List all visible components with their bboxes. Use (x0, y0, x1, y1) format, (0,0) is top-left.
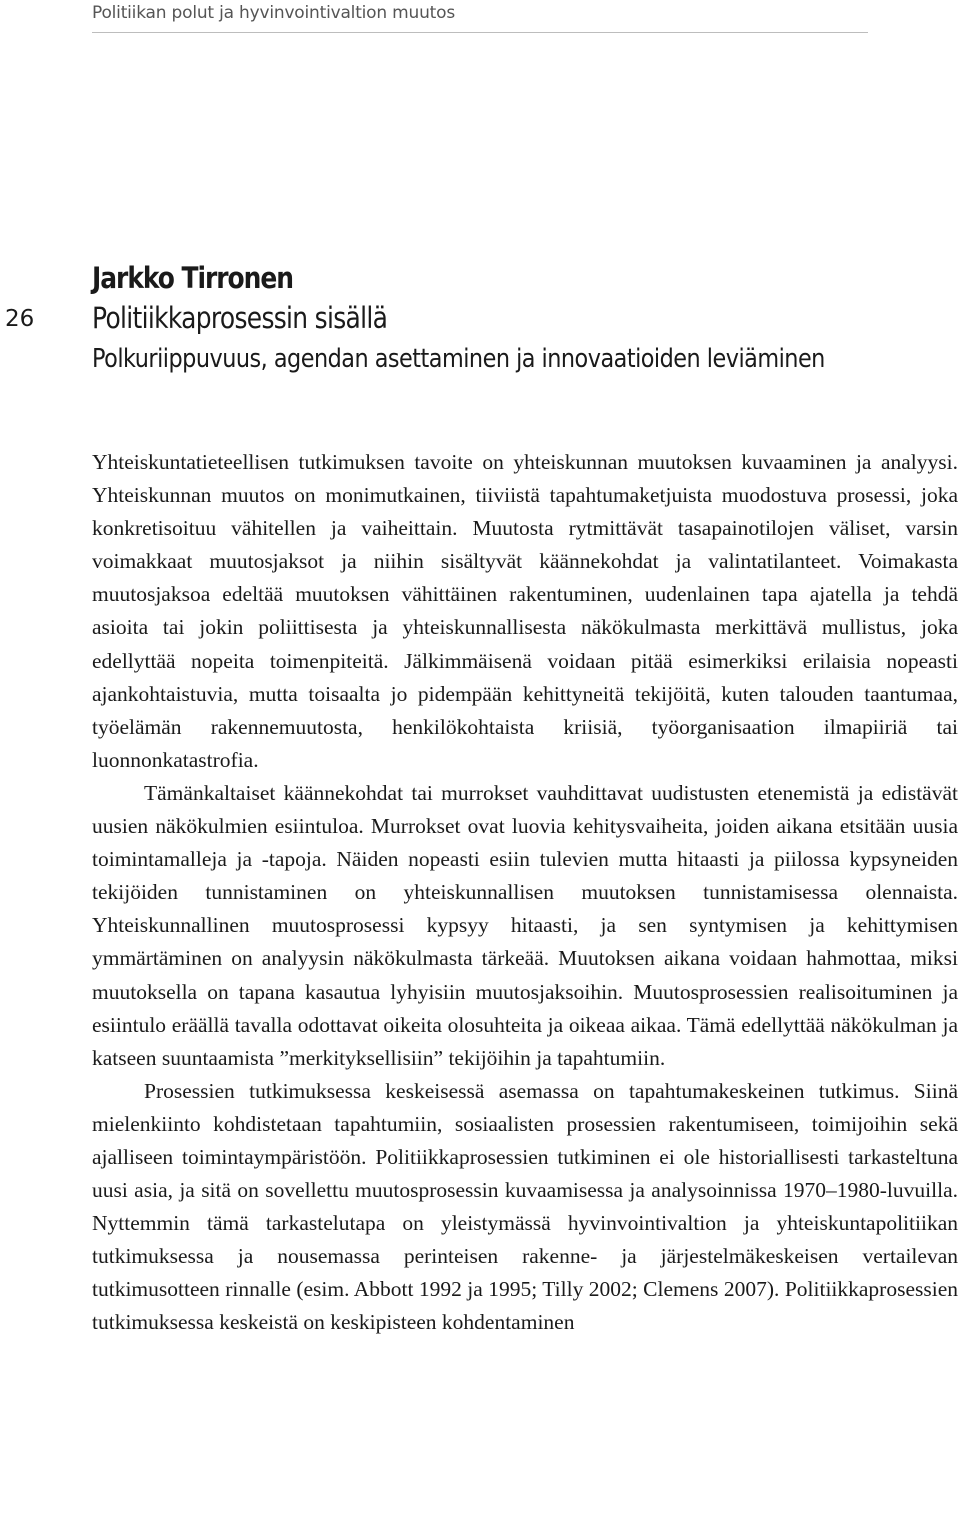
paragraph: Tämänkaltaiset käännekohdat tai murrokset vauhdittavat uudistusten etenemistä ja edistävät uusien näkökulmien esiintuloa. Murrokset ovat luovia kehitysvaiheita, joiden aikana etsitään uusia toimintamalleja ja -tapoja. Näiden nopeasti esiin tulevien mutta hitaasti ja piilossa kypsyneiden tekijöiden tunnistaminen on yhteiskunnallisen muutoksen tunnistamisessa olennaista. Yhteiskunnallinen muutosprosessi kypsyy hitaasti, ja sen syntymisen ja kehittymisen ymmärtäminen on analyysin näkökulmasta tärkeää. Muutoksen aikana voidaan hahmottaa, miksi muutoksella on tapana kasautua lyhyisiin muutosjaksoihin. Muutosprosessien realisoituminen ja esiintulo eräällä tavalla odottavat oikeita olosuhteita ja oikeaa aikaa. Tämä edellyttää näkökulman ja katseen suuntaamista ”merkityksellisiin” tekijöihin ja tapahtumiin. (92, 780, 958, 1070)
paragraph: Prosessien tutkimuksessa keskeisessä asemassa on tapahtumakeskeinen tutkimus. Siinä mielenkiinto kohdistetaan tapahtumiin, sosiaalisten prosessien rakentumiseen, toimijoihin sekä ajalliseen toimintaympäristöön. Politiikkaprosessien tutkiminen ei ole historiallisesti tarkasteltuna uusi asia, ja sitä on sovellettu muutosprosessin kuvaamisessa ja analysoinnissa 1970–1980-luvuilla. Nyttemmin tämä tarkastelutapa on yleistymässä hyvinvointivaltion ja yhteiskuntapolitiikan tutkimuksessa ja nousemassa perinteisen rakenne- ja järjestelmäkeskeisen vertailevan tutkimusotteen rinnalle (esim. Abbott 1992 ja 1995; Tilly 2002; Clemens 2007). Politiikkaprosessien tutkimuksessa keskeistä on keskipisteen kohdentaminen (92, 1078, 958, 1335)
chapter-title: Politiikkaprosessin sisällä (92, 301, 388, 335)
page-number: 26 (5, 306, 35, 332)
body-text (92, 446, 958, 1340)
running-header-title: Politiikan polut ja hyvinvointivaltion muutos (92, 3, 455, 23)
running-header (92, 0, 868, 33)
chapter-subtitle: Polkuriippuvuus, agendan asettaminen ja innovaatioiden leviäminen (92, 344, 825, 374)
paragraph: Yhteiskuntatieteellisen tutkimuksen tavoite on yhteiskunnan muutoksen kuvaaminen ja analyysi. Yhteiskunnan muutos on monimutkainen, tiiviistä tapahtumaketjuista muodostuva prosessi, joka konkretisoituu vähitellen ja vaiheittain. Muutosta rytmittävät tasapainotilojen väliset, varsin voimakkaat muutosjaksot ja niihin sisältyvät käännekohdat ja valintatilanteet. Voimakasta muutosjaksoa edeltää muutoksen vähittäinen rakentuminen, uudenlainen tapa ajatella ja tehdä asioita tai jokin poliittisesta ja yhteiskunnallisesta näkökulmasta merkittävä mullistus, joka edellyttää nopeita toimenpiteitä. Jälkimmäisenä voidaan pitää esimerkiksi erilaisia nopeasti ajankohtaistuvia, mutta toisaalta jo pidempään kehittyneitä tekijöitä, kuten talouden taantumaa, työelämän rakennemuutosta, henkilökohtaista kriisiä, työorganisaation ilmapiiriä tai luonnonkatastrofia. (92, 450, 958, 772)
chapter-heading (92, 258, 952, 380)
author-name: Jarkko Tirronen (92, 261, 293, 295)
